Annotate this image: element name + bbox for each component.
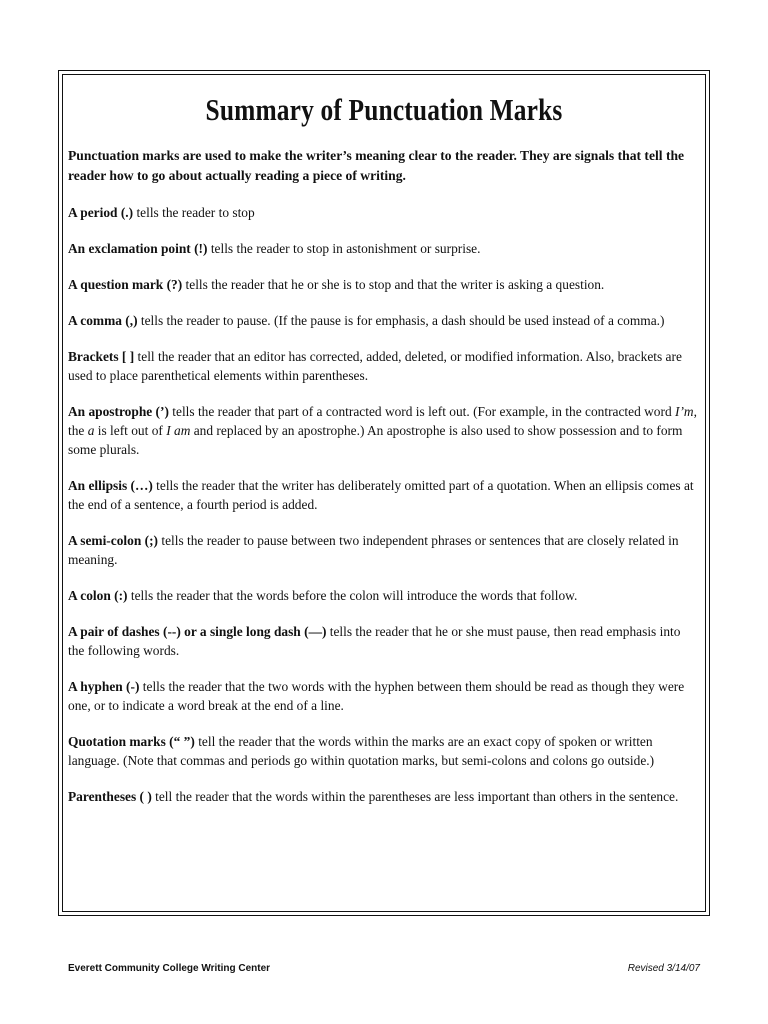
entry-text: tells the reader to stop	[133, 205, 255, 220]
entry-period	[68, 203, 700, 222]
entry-text: tells the reader to pause between two independent phrases or sentences that are closely related in meaning.	[68, 533, 679, 567]
entry-ellipsis	[68, 476, 700, 514]
entry-text: tell the reader that the words within the marks are an exact copy of spoken or written language. (Note that commas and periods go within quotation marks, but semi-colons and colons go outside.)	[68, 734, 655, 768]
page-title: Summary of Punctuation Marks	[205, 92, 563, 127]
document-body	[68, 88, 700, 806]
entry-semi-colon	[68, 531, 700, 569]
entry-exclamation-point	[68, 239, 700, 258]
footer-revision-date: Revised 3/14/07	[627, 963, 700, 974]
entry-text: tell the reader that an editor has corrected, added, deleted, or modified information. Also, brackets are used to place parenthetical elements within parentheses.	[68, 349, 682, 383]
entry-text: , the	[68, 404, 697, 438]
entry-term: An ellipsis (…)	[68, 478, 153, 493]
entry-colon	[68, 586, 700, 605]
entry-dashes	[68, 622, 700, 660]
entry-term: Quotation marks (“ ”)	[68, 734, 195, 749]
entry-question-mark	[68, 275, 700, 294]
entry-term: A colon (:)	[68, 588, 128, 603]
entry-text: tells the reader that he or she is to stop and that the writer is asking a question.	[182, 277, 605, 292]
entry-example: I am	[166, 423, 191, 438]
entry-hyphen	[68, 677, 700, 715]
entry-term: Brackets [ ]	[68, 349, 135, 364]
entry-term: A semi-colon (;)	[68, 533, 158, 548]
entry-example: I’m	[675, 404, 694, 419]
entry-text: tells the reader to pause. (If the pause is for emphasis, a dash should be used instead of a comma.)	[137, 313, 665, 328]
entry-text: tells the reader that the two words with the hyphen between them should be read as though they were one, or to indicate a word break at the end of a line.	[68, 679, 685, 713]
entry-brackets	[68, 347, 700, 385]
entry-term: A hyphen (-)	[68, 679, 140, 694]
entry-term: A comma (,)	[68, 313, 138, 328]
entry-text: tell the reader that the words within the parentheses are less important than others in the sentence.	[151, 789, 679, 804]
entry-term: A question mark (?)	[68, 277, 183, 292]
footer-organization: Everett Community College Writing Center	[68, 963, 271, 974]
entry-text: tells the reader that the writer has deliberately omitted part of a quotation. When an ellipsis comes at the end of a sentence, a fourth period is added.	[68, 478, 694, 512]
entry-term: A period (.)	[68, 205, 134, 220]
entry-term: An apostrophe (’)	[68, 404, 169, 419]
entry-text: tells the reader that part of a contracted word is left out. (For example, in the contracted word	[168, 404, 675, 419]
entry-text: and replaced by an apostrophe.) An apostrophe is also used to show possession and to form some plurals.	[68, 423, 683, 457]
entry-text: tells the reader that the words before the colon will introduce the words that follow.	[127, 588, 578, 603]
entry-text: is left out of	[94, 423, 167, 438]
entry-term: An exclamation point (!)	[68, 241, 208, 256]
entry-text: tells the reader that he or she must pause, then read emphasis into the following words.	[68, 624, 681, 658]
entry-term: Parentheses ( )	[68, 789, 152, 804]
entry-quotation-marks	[68, 732, 700, 770]
intro-paragraph: Punctuation marks are used to make the writer’s meaning clear to the reader. They are signals that tell the reader how to go about actually reading a piece of writing.	[68, 148, 685, 183]
entry-apostrophe	[68, 402, 700, 459]
entry-term: A pair of dashes (--) or a single long dash (—)	[68, 624, 327, 639]
entry-text: tells the reader to stop in astonishment or surprise.	[207, 241, 481, 256]
entry-parentheses	[68, 787, 700, 806]
entry-example: a	[87, 423, 95, 438]
entry-comma	[68, 311, 700, 330]
